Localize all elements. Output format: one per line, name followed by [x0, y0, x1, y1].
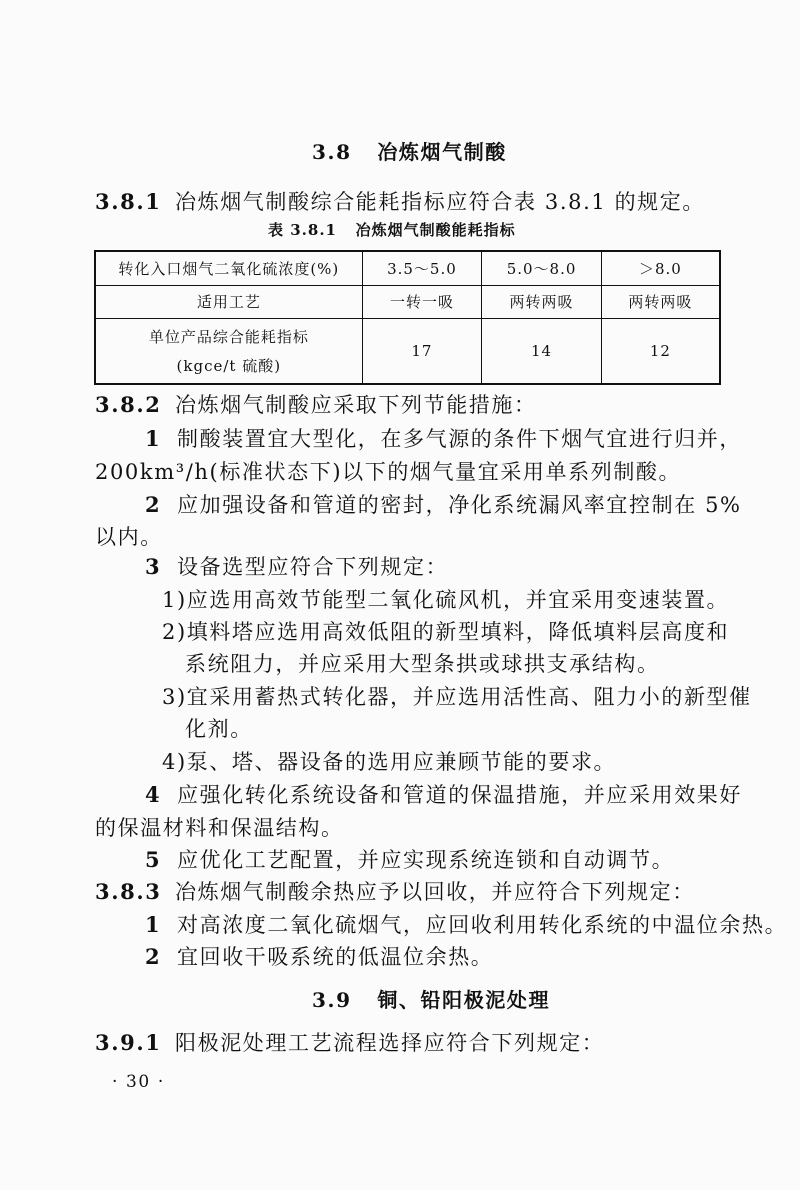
table-cell: 两转两吸 [601, 285, 720, 318]
clause-text: 冶炼烟气制酸余热应予以回收，并应符合下列规定： [175, 880, 695, 904]
table-row [95, 285, 720, 318]
subitem: 2)填料塔应选用高效低阻的新型填料，降低填料层高度和 [162, 620, 730, 644]
clause-number: 3.8.3 [95, 879, 162, 904]
item-number: 1 [145, 912, 162, 937]
row-label-unit: (kgce/t 硫酸) [176, 356, 282, 375]
table-cell: 一转一吸 [362, 285, 482, 318]
table-row [95, 251, 720, 285]
energy-index-table [94, 250, 721, 385]
item-number: 1 [145, 426, 162, 451]
section-heading-3-8 [312, 138, 507, 166]
table-caption-number: 表 3.8.1 [268, 221, 337, 239]
page-number: · 30 · [112, 1072, 165, 1092]
table-cell: 两转两吸 [482, 285, 602, 318]
table-cell: 12 [601, 318, 720, 384]
item [145, 491, 742, 519]
item-continuation: 的保温材料和保温结构。 [95, 816, 344, 840]
table-caption-title: 冶炼烟气制酸能耗指标 [355, 221, 516, 239]
subitem: 4)泵、塔、器设备的选用应兼顾节能的要求。 [162, 750, 617, 774]
table-row-label: 适用工艺 [95, 285, 362, 318]
item-text: 制酸装置宜大型化，在多气源的条件下烟气宜进行归并， [177, 427, 742, 451]
subitem: 3)宜采用蓄热式转化器，并应选用活性高、阻力小的新型催 [162, 685, 752, 709]
item-text: 设备选型应符合下列规定： [177, 555, 449, 579]
clause-3-8-1 [95, 188, 705, 216]
section-heading-3-9 [312, 986, 550, 1014]
item-number: 2 [145, 492, 162, 517]
table-cell: ＞8.0 [601, 251, 720, 285]
item-text: 宜回收干吸系统的低温位余热。 [177, 945, 494, 969]
section-number: 3.9 [312, 988, 352, 1012]
item-text: 应加强设备和管道的密封，净化系统漏风率宜控制在 5% [177, 493, 742, 517]
clause-3-8-2 [95, 391, 537, 419]
row-label-line: 单位产品综合能耗指标 [148, 327, 309, 346]
item-number: 3 [145, 554, 162, 579]
table-row-label [95, 318, 362, 384]
clause-3-9-1 [95, 1029, 604, 1057]
clause-number: 3.9.1 [95, 1030, 162, 1055]
item-text: 对高浓度二氧化硫烟气，应回收利用转化系统的中温位余热。 [177, 913, 788, 937]
table-row-label: 转化入口烟气二氧化硫浓度(%) [95, 251, 362, 285]
item-continuation: 200km³/h(标准状态下)以下的烟气量宜采用单系列制酸。 [95, 460, 682, 484]
table-cell: 3.5～5.0 [362, 251, 482, 285]
subitem-continuation: 化剂。 [185, 717, 253, 741]
item-continuation: 以内。 [95, 525, 163, 549]
item-number: 2 [145, 944, 162, 969]
table-caption [268, 216, 516, 244]
item [145, 553, 448, 581]
item-number: 4 [145, 782, 162, 807]
item-number: 5 [145, 847, 162, 872]
section-title: 铜、铅阳极泥处理 [377, 988, 551, 1012]
item [145, 846, 674, 874]
clause-number: 3.8.2 [95, 392, 162, 417]
subitem: 1)应选用高效节能型二氧化硫风机，并宜采用变速装置。 [162, 588, 730, 612]
section-title: 冶炼烟气制酸 [377, 140, 507, 164]
table-cell: 14 [482, 318, 602, 384]
clause-number: 3.8.1 [95, 189, 162, 214]
subitem-continuation: 系统阻力，并应采用大型条拱或球拱支承结构。 [185, 652, 660, 676]
item-text: 应强化转化系统设备和管道的保温措施，并应采用效果好 [177, 783, 742, 807]
item [145, 911, 787, 939]
clause-3-8-3 [95, 878, 695, 906]
table-cell: 5.0～8.0 [482, 251, 602, 285]
clause-text: 冶炼烟气制酸综合能耗指标应符合表 3.8.1 的规定。 [175, 190, 705, 214]
item [145, 781, 742, 809]
item [145, 943, 493, 971]
table-cell: 17 [362, 318, 482, 384]
item [145, 425, 742, 453]
table-row [95, 318, 720, 384]
clause-text: 阳极泥处理工艺流程选择应符合下列规定： [175, 1031, 605, 1055]
item-text: 应优化工艺配置，并应实现系统连锁和自动调节。 [177, 848, 675, 872]
clause-text: 冶炼烟气制酸应采取下列节能措施： [175, 393, 537, 417]
section-number: 3.8 [312, 140, 352, 164]
